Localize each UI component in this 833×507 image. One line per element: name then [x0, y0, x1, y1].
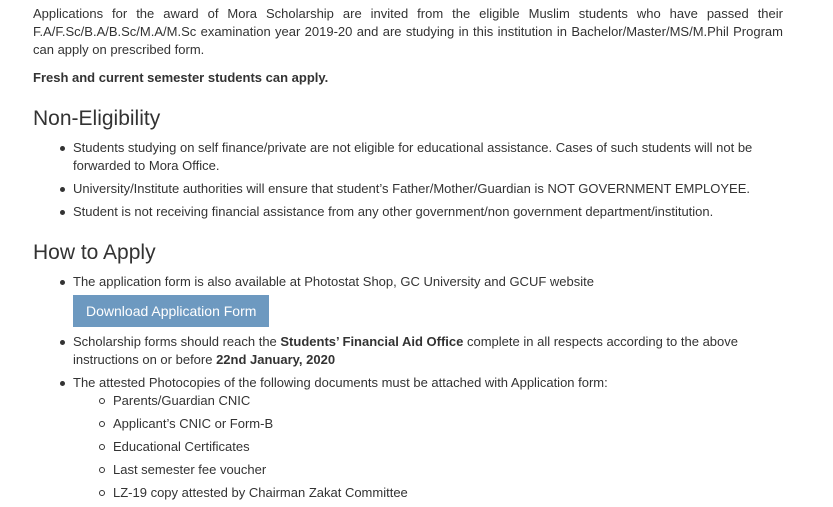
document-item: Parents/Guardian CNIC [113, 392, 793, 415]
document-item: Last semester fee voucher [113, 461, 793, 484]
non-eligibility-item: University/Institute authorities will ensure that student’s Father/Mother/Guardian is NOT GOVERNMENT EMPLOYEE. [73, 180, 793, 198]
how-to-apply-item-deadline [73, 333, 793, 369]
non-eligibility-item: Student is not receiving financial assistance from any other government/non government department/institution. [73, 203, 793, 221]
non-eligibility-heading: Non-Eligibility [33, 107, 161, 130]
deadline-text-pre: Scholarship forms should reach the [73, 334, 281, 349]
financial-aid-office-label: Students’ Financial Aid Office [280, 334, 464, 349]
documents-intro-text: The attested Photocopies of the following documents must be attached with Application form: [73, 375, 608, 390]
download-button-wrap [73, 293, 793, 325]
non-eligibility-list [33, 139, 793, 226]
how-to-apply-item-documents [73, 374, 793, 507]
deadline-date: 22nd January, 2020 [216, 352, 336, 367]
download-application-form-button[interactable]: Download Application Form [73, 295, 269, 327]
how-to-apply-heading: How to Apply [33, 241, 156, 264]
documents-list [73, 392, 793, 507]
document-item: LZ-19 copy attested by Chairman Zakat Committee [113, 484, 793, 507]
intro-paragraph: Applications for the award of Mora Scholarship are invited from the eligible Muslim students who have passed their F.A/F.Sc/B.A/B.Sc/M.A/M.Sc examination year 2019-20 and are studying in this institution in Bachelor/Master/MS/M.Phil Program can apply on prescribed form. [33, 6, 783, 57]
fresh-students-note: Fresh and current semester students can apply. [33, 70, 329, 85]
how-to-apply-list [33, 273, 793, 507]
how-to-apply-item-availability [73, 273, 793, 325]
availability-text: The application form is also available at Photostat Shop, GC University and GCUF website [73, 274, 594, 289]
deadline-text-mid: complete in all respects according to the above instructions on or before [73, 334, 738, 367]
non-eligibility-item: Students studying on self finance/private are not eligible for educational assistance. Cases of such students will not be forwarded to Mora Office. [73, 139, 793, 175]
document-item: Educational Certificates [113, 438, 793, 461]
document-item: Applicant’s CNIC or Form-B [113, 415, 793, 438]
